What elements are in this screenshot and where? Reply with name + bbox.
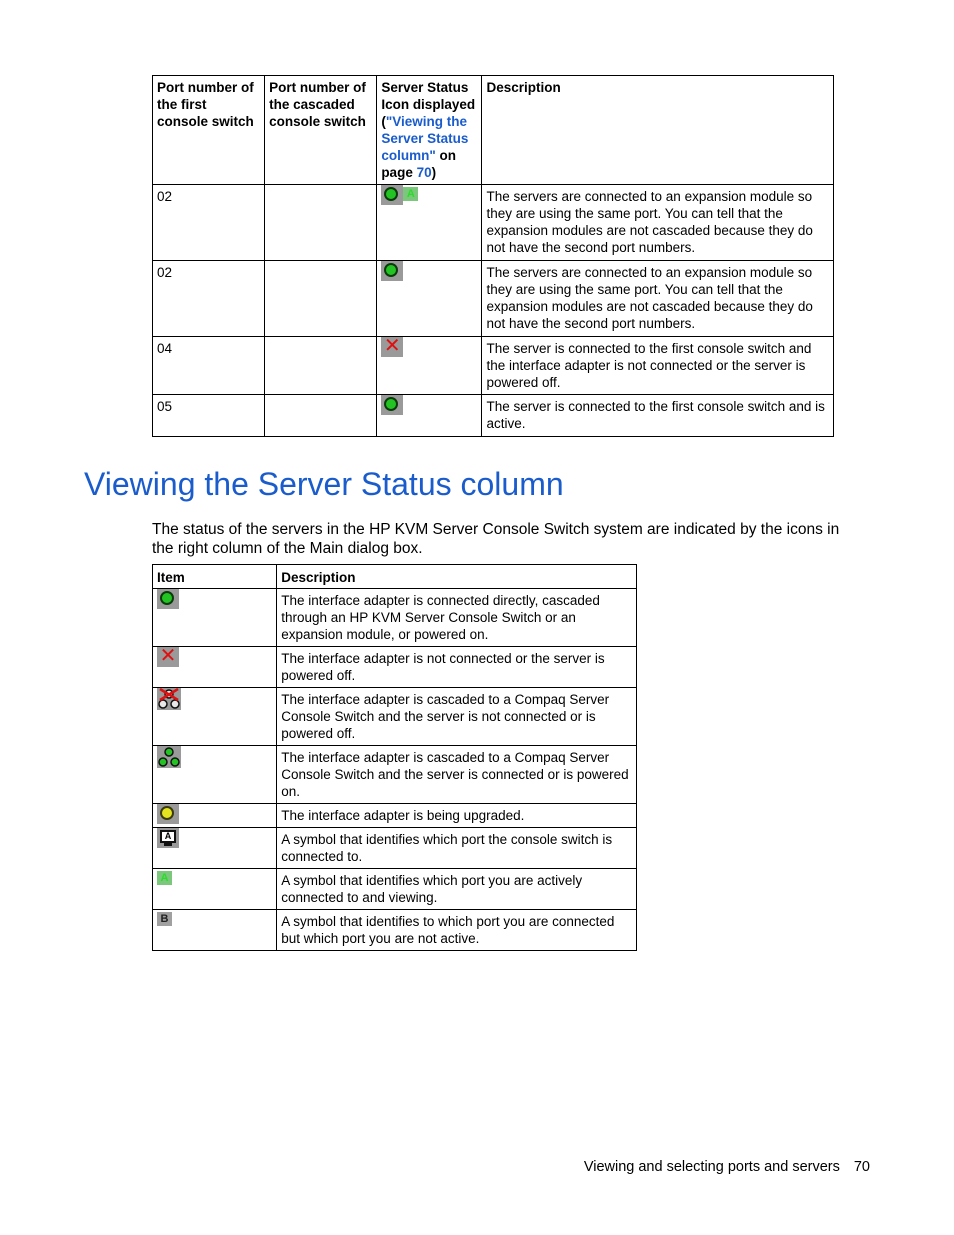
description-cell: The server is connected to the first console switch and the interface adapter is not connected or the server is powered off. xyxy=(482,337,834,395)
description-cell: The interface adapter is not connected or the server is powered off. xyxy=(277,647,637,688)
viewing-server-status-link[interactable]: "Viewing the Server Status column" xyxy=(381,114,469,163)
green-circle-icon xyxy=(381,261,403,281)
table-header-row xyxy=(153,565,637,589)
description-cell: A symbol that identifies which port you are actively connected to and viewing. xyxy=(277,869,637,910)
port2-cell xyxy=(265,337,377,395)
icon-cell xyxy=(153,688,277,746)
table-row xyxy=(153,688,637,746)
icon-cell xyxy=(153,910,277,951)
footer-section: Viewing and selecting ports and servers xyxy=(583,1159,840,1175)
port2-cell xyxy=(265,185,377,261)
table-header-row xyxy=(153,76,834,185)
cascade-red-x-icon xyxy=(157,688,179,710)
green-circle-icon xyxy=(381,395,403,415)
port1-cell: 02 xyxy=(153,261,265,337)
description-cell: The interface adapter is cascaded to a Compaq Server Console Switch and the server is not connected or is powered off. xyxy=(277,688,637,746)
cascade-green-icon xyxy=(157,746,179,768)
table-row xyxy=(153,828,637,869)
page-70-link[interactable]: 70 xyxy=(416,165,432,180)
table-row xyxy=(153,910,637,951)
port1-cell: 02 xyxy=(153,185,265,261)
table-row xyxy=(153,185,834,261)
port-status-table xyxy=(152,75,834,437)
monitor-icon: A xyxy=(157,828,179,848)
section-intro: The status of the servers in the HP KVM Server Console Switch system are indicated by the icons in the right column of the Main dialog box. xyxy=(152,521,840,557)
b-badge-icon: B xyxy=(157,912,172,926)
header-on-page-text: on page xyxy=(381,148,456,180)
icon-cell xyxy=(153,647,277,688)
green-circle-icon xyxy=(381,185,403,205)
description-cell: The server is connected to the first console switch and is active. xyxy=(482,395,834,437)
table-row xyxy=(153,804,637,828)
description-cell: The interface adapter is being upgraded. xyxy=(277,804,637,828)
header-item: Item xyxy=(153,565,277,589)
description-cell: A symbol that identifies which port the console switch is connected to. xyxy=(277,828,637,869)
header-status-icon-text: Server Status Icon displayed ( xyxy=(381,80,476,129)
description-cell: A symbol that identifies to which port you are connected but which port you are not active. xyxy=(277,910,637,951)
port2-cell xyxy=(265,261,377,337)
description-cell: The servers are connected to an expansion module so they are using the same port. You can tell that the expansion modules are not cascaded because they do not have the second port numbers. xyxy=(482,185,834,261)
description-cell: The interface adapter is connected directly, cascaded through an HP KVM Server Console Switch or an expansion module, or powered on. xyxy=(277,589,637,647)
header-first-port: Port number of the first console switch xyxy=(153,76,265,185)
a-badge-icon: A xyxy=(157,871,172,885)
table-row xyxy=(153,746,637,804)
port1-cell: 04 xyxy=(153,337,265,395)
yellow-circle-icon xyxy=(157,804,179,824)
status-icon-legend-table xyxy=(152,564,637,951)
table-row xyxy=(153,589,637,647)
section-title: Viewing the Server Status column xyxy=(84,466,564,502)
header-cascaded-port: Port number of the cascaded console switch xyxy=(265,76,377,185)
icon-cell xyxy=(377,337,482,395)
table-row xyxy=(153,647,637,688)
header-description: Description xyxy=(482,76,834,185)
port2-cell xyxy=(265,395,377,437)
page-number: 70 xyxy=(853,1159,870,1175)
icon-cell xyxy=(153,589,277,647)
icon-cell xyxy=(153,804,277,828)
red-x-icon: ✕ xyxy=(157,647,179,667)
red-x-icon: ✕ xyxy=(381,337,403,357)
description-cell: The interface adapter is cascaded to a Compaq Server Console Switch and the server is connected or is powered on. xyxy=(277,746,637,804)
page-footer xyxy=(584,1159,870,1175)
port1-cell: 05 xyxy=(153,395,265,437)
header-close-paren: ) xyxy=(431,165,437,180)
icon-cell xyxy=(153,746,277,804)
table-row xyxy=(153,337,834,395)
table-row xyxy=(153,395,834,437)
green-circle-icon xyxy=(157,589,179,609)
icon-cell xyxy=(377,185,482,261)
header-status-icon xyxy=(377,76,482,185)
a-badge-icon: A xyxy=(403,187,418,201)
table-row xyxy=(153,261,834,337)
icon-cell xyxy=(153,869,277,910)
icon-cell xyxy=(153,828,277,869)
icon-cell xyxy=(377,395,482,437)
table-row xyxy=(153,869,637,910)
header-description: Description xyxy=(277,565,637,589)
description-cell: The servers are connected to an expansion module so they are using the same port. You can tell that the expansion modules are not cascaded because they do not have the second port numbers. xyxy=(482,261,834,337)
icon-cell xyxy=(377,261,482,337)
